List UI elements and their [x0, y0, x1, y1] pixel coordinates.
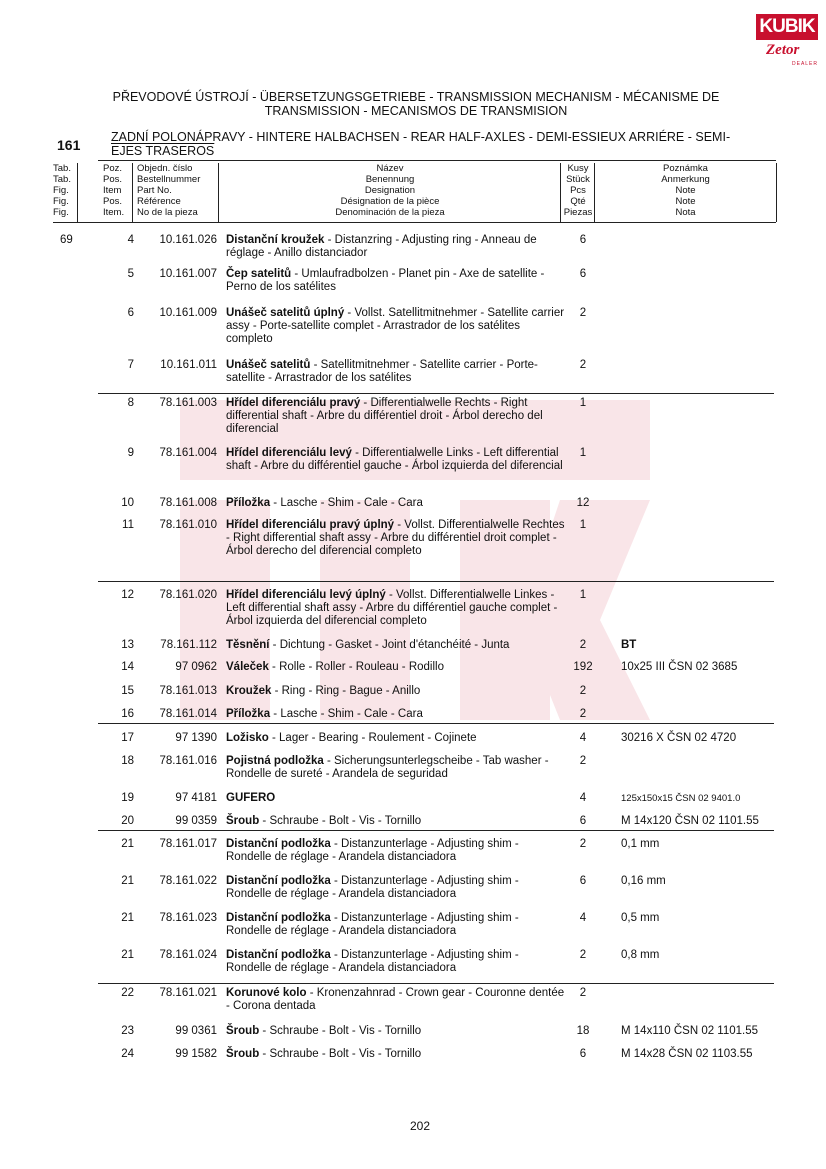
- row-position: 9: [127, 447, 134, 459]
- row-part-name: Ložisko: [226, 732, 269, 744]
- col-pos-4: Pos.: [103, 196, 123, 207]
- row-part-name: Distanční podložka: [226, 875, 331, 887]
- col-pos-3: Item: [103, 185, 122, 196]
- row-position: 8: [127, 397, 134, 409]
- row-part-name: Korunové kolo: [226, 987, 307, 999]
- row-description: [226, 639, 566, 652]
- row-position: 21: [121, 875, 134, 887]
- row-note: 0,8 mm: [621, 949, 660, 961]
- row-position: 14: [121, 661, 134, 673]
- row-part-number: 78.161.112: [160, 639, 217, 651]
- row-part-number: 78.161.013: [159, 685, 217, 697]
- page-number: 202: [409, 1119, 431, 1133]
- row-position: 15: [121, 685, 134, 697]
- row-note: 125x150x15 ČSN 02 9401.0: [621, 793, 741, 804]
- col-pos-5: Item.: [103, 207, 125, 218]
- column-header: [53, 163, 776, 222]
- row-part-number: 10.161.009: [159, 307, 217, 319]
- col-note-4: Note: [675, 196, 696, 207]
- row-note: 0,1 mm: [621, 838, 660, 850]
- row-part-number: 97 0962: [175, 661, 217, 673]
- row-description: [226, 447, 566, 473]
- row-part-name: Distanční podložka: [226, 949, 331, 961]
- row-quantity: 4: [579, 792, 587, 804]
- row-part-number: 10.161.026: [159, 234, 217, 246]
- row-quantity: 6: [579, 234, 587, 246]
- row-translations: - Lasche - Shim - Cale - Cara: [270, 708, 423, 720]
- row-part-name: Čep satelitů: [226, 268, 292, 280]
- row-description: [226, 732, 566, 745]
- row-note: M 14x110 ČSN 02 1101.55: [621, 1025, 759, 1037]
- row-part-name: Unášeč satelitů: [226, 359, 311, 371]
- col-pn-4: Référence: [137, 196, 181, 207]
- row-part-name: Váleček: [226, 661, 269, 673]
- row-part-number: 78.161.008: [159, 497, 217, 509]
- row-translations: - Lasche - Shim - Cale - Cara: [270, 497, 423, 509]
- row-part-name: Hřídel diferenciálu levý: [226, 447, 352, 459]
- row-quantity: 1: [579, 519, 587, 531]
- col-desc-3: Designation: [364, 185, 416, 196]
- row-quantity: 4: [579, 912, 587, 924]
- row-quantity: 192: [573, 661, 593, 673]
- row-quantity: 4: [579, 732, 587, 744]
- row-quantity: 2: [579, 949, 587, 961]
- row-part-number: 97 4181: [175, 792, 217, 804]
- col-header-pn: [132, 163, 218, 222]
- row-quantity: 2: [579, 838, 587, 850]
- row-part-name: Šroub: [226, 815, 260, 827]
- row-quantity: 18: [576, 1025, 590, 1037]
- row-description: [226, 685, 566, 698]
- row-description: [226, 792, 566, 805]
- row-quantity: 6: [579, 268, 587, 280]
- row-translations: - Distanzunterlage - Adjusting shim - Rondelle de réglage - Arandela distanciadora: [226, 838, 519, 863]
- section-separator: [98, 983, 774, 984]
- section-separator: [98, 581, 774, 582]
- row-description: [226, 708, 566, 721]
- row-note: 10x25 III ČSN 02 3685: [621, 661, 738, 673]
- row-part-number: 99 1582: [175, 1048, 217, 1060]
- row-description: [226, 755, 566, 781]
- row-position: 24: [121, 1048, 134, 1060]
- col-fig-4: Fig.: [53, 196, 69, 207]
- logo-brand: KUBIK: [756, 14, 818, 40]
- heading-line-2: TRANSMISSION - MECANISMOS DE TRANSMISION: [264, 104, 568, 118]
- heading-line-1: PŘEVODOVÉ ÚSTROJÍ - ÜBERSETZUNGSGETRIEBE - TRANSMISSION MECHANISM - MÉCANISME DE: [112, 90, 720, 104]
- col-pos-1: Poz.: [103, 163, 123, 174]
- row-part-number: 78.161.021: [159, 987, 217, 999]
- row-part-name: Těsnění: [226, 639, 270, 651]
- row-quantity: 2: [579, 685, 587, 697]
- col-desc-1: Název: [376, 163, 404, 174]
- row-translations: - Kronenzahnrad - Crown gear - Couronne dentée - Corona dentada: [226, 987, 565, 1012]
- row-position: 21: [121, 949, 134, 961]
- col-qty-4: Qté: [570, 196, 586, 207]
- col-header-desc: [218, 163, 561, 222]
- col-qty-2: Stück: [566, 174, 590, 185]
- row-part-number: 10.161.011: [160, 359, 217, 371]
- row-quantity: 2: [579, 307, 587, 319]
- row-part-number: 78.161.010: [159, 519, 217, 531]
- col-header-note: [594, 163, 777, 222]
- row-part-name: GUFERO: [226, 792, 276, 804]
- row-quantity: 6: [579, 1048, 587, 1060]
- row-part-number: 78.161.023: [159, 912, 217, 924]
- row-note: BT: [621, 639, 637, 651]
- col-header-qty: [560, 163, 595, 222]
- row-description: [226, 949, 566, 975]
- row-position: 23: [121, 1025, 134, 1037]
- row-quantity: 2: [579, 639, 587, 651]
- row-part-number: 78.161.020: [159, 589, 217, 601]
- row-position: 13: [121, 639, 134, 651]
- row-quantity: 2: [579, 359, 587, 371]
- row-part-number: 99 0361: [175, 1025, 217, 1037]
- row-quantity: 12: [576, 497, 590, 509]
- col-fig-5: Fig.: [53, 207, 69, 218]
- row-position: 5: [127, 268, 134, 280]
- row-fig: 69: [60, 234, 73, 246]
- col-note-1: Poznámka: [663, 163, 708, 174]
- col-qty-1: Kusy: [567, 163, 589, 174]
- row-note: 0,5 mm: [621, 912, 660, 924]
- row-position: 22: [121, 987, 134, 999]
- col-qty-5: Piezas: [563, 207, 593, 218]
- row-description: [226, 875, 566, 901]
- row-part-number: 78.161.014: [159, 708, 217, 720]
- row-note: M 14x28 ČSN 02 1103.55: [621, 1048, 753, 1060]
- row-position: 4: [127, 234, 134, 246]
- row-quantity: 2: [579, 987, 587, 999]
- col-desc-2: Benennung: [365, 174, 415, 185]
- row-part-number: 78.161.022: [159, 875, 217, 887]
- section-separator: [98, 393, 774, 394]
- row-position: 19: [121, 792, 134, 804]
- row-translations: - Differentialwelle Rechts - Right differential shaft - Arbre du différentiel droit - Árbol derecho del diferencial: [226, 397, 543, 435]
- row-note: 0,16 mm: [621, 875, 666, 887]
- row-part-number: 78.161.016: [159, 755, 217, 767]
- col-desc-4: Désignation de la pièce: [340, 196, 440, 207]
- row-position: 6: [127, 307, 134, 319]
- row-part-number: 78.161.017: [159, 838, 217, 850]
- col-fig-2: Tab.: [53, 174, 71, 185]
- row-quantity: 6: [579, 815, 587, 827]
- section-heading: [96, 90, 736, 118]
- section-separator: [98, 830, 774, 831]
- row-quantity: 1: [579, 447, 587, 459]
- row-translations: - Schraube - Bolt - Vis - Tornillo: [259, 1048, 422, 1060]
- row-description: [226, 1025, 566, 1038]
- row-translations: - Satellitmitnehmer - Satellite carrier - Porte-satellite - Arrastrador de los satélites: [226, 359, 538, 384]
- logo-dealer: DEALER: [792, 61, 819, 67]
- row-quantity: 1: [579, 589, 587, 601]
- col-note-3: Note: [675, 185, 696, 196]
- logo-sub: Zetor: [766, 42, 800, 58]
- row-description: [226, 987, 566, 1013]
- row-position: 11: [122, 519, 134, 531]
- col-pos-2: Pos.: [103, 174, 123, 185]
- col-fig-1: Tab.: [53, 163, 71, 174]
- row-note: 30216 X ČSN 02 4720: [621, 732, 737, 744]
- row-translations: - Dichtung - Gasket - Joint d'étanchéité - Junta: [269, 639, 510, 651]
- row-part-name: Hřídel diferenciálu pravý: [226, 397, 361, 409]
- row-position: 17: [121, 732, 134, 744]
- row-position: 21: [121, 912, 134, 924]
- row-description: [226, 519, 566, 558]
- col-pn-5: No de la pieza: [137, 207, 198, 218]
- row-description: [226, 268, 566, 294]
- row-quantity: 2: [579, 708, 587, 720]
- row-part-number: 99 0359: [175, 815, 217, 827]
- row-position: 12: [121, 589, 134, 601]
- row-position: 18: [121, 755, 134, 767]
- row-position: 10: [121, 497, 134, 509]
- row-translations: - Distanzunterlage - Adjusting shim - Rondelle de réglage - Arandela distanciadora: [226, 912, 519, 937]
- col-desc-5: Denominación de la pieza: [335, 207, 445, 218]
- row-quantity: 6: [579, 875, 587, 887]
- group-title-line-1: ZADNÍ POLONÁPRAVY - HINTERE HALBACHSEN - REAR HALF-AXLES - DEMI-ESSIEUX ARRIÉRE - SEMI-: [111, 130, 731, 144]
- row-note: M 14x120 ČSN 02 1101.55: [621, 815, 759, 827]
- row-description: [226, 912, 566, 938]
- row-description: [226, 234, 566, 260]
- row-part-name: Příložka: [226, 497, 271, 509]
- col-header-pos: [77, 163, 131, 222]
- row-translations: - Distanzunterlage - Adjusting shim - Rondelle de réglage - Arandela distanciadora: [226, 949, 519, 974]
- row-part-name: Distanční podložka: [226, 838, 331, 850]
- col-note-5: Nota: [675, 207, 696, 218]
- row-part-name: Unášeč satelitů úplný: [226, 307, 345, 319]
- col-note-2: Anmerkung: [661, 174, 710, 185]
- row-description: [226, 307, 566, 346]
- row-position: 21: [121, 838, 134, 850]
- group-number: 161: [57, 137, 81, 153]
- row-translations: - Umlaufradbolzen - Planet pin - Axe de satellite - Perno de los satélites: [226, 268, 545, 293]
- row-part-number: 10.161.007: [159, 268, 217, 280]
- row-part-name: Pojistná podložka: [226, 755, 324, 767]
- row-description: [226, 359, 566, 385]
- row-translations: - Differentialwelle Links - Left differential shaft - Arbre du différentiel gauche - Árbol izquierda del diferencial: [226, 447, 563, 472]
- col-pn-1: Objedn. číslo: [137, 163, 193, 174]
- header-top-rule: [98, 160, 776, 161]
- row-description: [226, 589, 566, 628]
- row-part-name: Šroub: [226, 1025, 260, 1037]
- row-part-number: 78.161.004: [159, 447, 217, 459]
- kubik-zetor-logo: [756, 14, 818, 70]
- row-part-name: Hřídel diferenciálu levý úplný: [226, 589, 386, 601]
- row-description: [226, 397, 566, 436]
- col-header-fig: [53, 163, 77, 222]
- row-part-name: Hřídel diferenciálu pravý úplný: [226, 519, 395, 531]
- row-part-number: 78.161.024: [159, 949, 217, 961]
- group-title-line-2: EJES TRASEROS: [111, 144, 215, 158]
- col-pn-2: Bestellnummer: [137, 174, 201, 185]
- row-quantity: 1: [579, 397, 587, 409]
- row-translations: - Schraube - Bolt - Vis - Tornillo: [259, 1025, 422, 1037]
- row-translations: - Schraube - Bolt - Vis - Tornillo: [259, 815, 422, 827]
- row-translations: - Distanzring - Adjusting ring - Anneau de réglage - Anillo distanciador: [226, 234, 537, 259]
- row-description: [226, 497, 566, 510]
- row-translations: - Ring - Ring - Bague - Anillo: [271, 685, 421, 697]
- row-part-number: 78.161.003: [159, 397, 217, 409]
- section-separator: [98, 723, 774, 724]
- row-part-name: Šroub: [226, 1048, 260, 1060]
- row-position: 20: [121, 815, 134, 827]
- header-rule: [53, 222, 776, 223]
- row-part-number: 97 1390: [175, 732, 217, 744]
- row-position: 7: [127, 359, 134, 371]
- row-part-name: Distanční kroužek: [226, 234, 325, 246]
- row-description: [226, 815, 566, 828]
- row-part-name: Příložka: [226, 708, 271, 720]
- group-title: [111, 130, 771, 158]
- row-position: 16: [121, 708, 134, 720]
- row-translations: - Vollst. Satellitmitnehmer - Satellite carrier assy - Porte-satellite complet - Arrastrador de los satélites completo: [226, 307, 565, 345]
- row-part-name: Kroužek: [226, 685, 272, 697]
- row-part-name: Distanční podložka: [226, 912, 331, 924]
- row-translations: - Distanzunterlage - Adjusting shim - Rondelle de réglage - Arandela distanciadora: [226, 875, 519, 900]
- col-pn-3: Part No.: [137, 185, 172, 196]
- row-translations: - Vollst. Differentialwelle Linkes - Left differential shaft assy - Arbre du différentiel gauche complet - Árbol izquierda del diferencial completo: [226, 589, 558, 627]
- row-description: [226, 1048, 566, 1061]
- row-description: [226, 838, 566, 864]
- row-translations: - Lager - Bearing - Roulement - Cojinete: [268, 732, 477, 744]
- row-translations: - Vollst. Differentialwelle Rechtes - Right differential shaft assy - Arbre du différentiel droit complet - Árbol derecho del diferencial completo: [226, 519, 565, 557]
- row-quantity: 2: [579, 755, 587, 767]
- row-translations: - Rolle - Roller - Rouleau - Rodillo: [268, 661, 444, 673]
- row-translations: - Sicherungsunterlegscheibe - Tab washer - Rondelle de sureté - Arandela de seguridad: [226, 755, 549, 780]
- col-qty-3: Pcs: [570, 185, 586, 196]
- row-description: [226, 661, 566, 674]
- col-fig-3: Fig.: [53, 185, 69, 196]
